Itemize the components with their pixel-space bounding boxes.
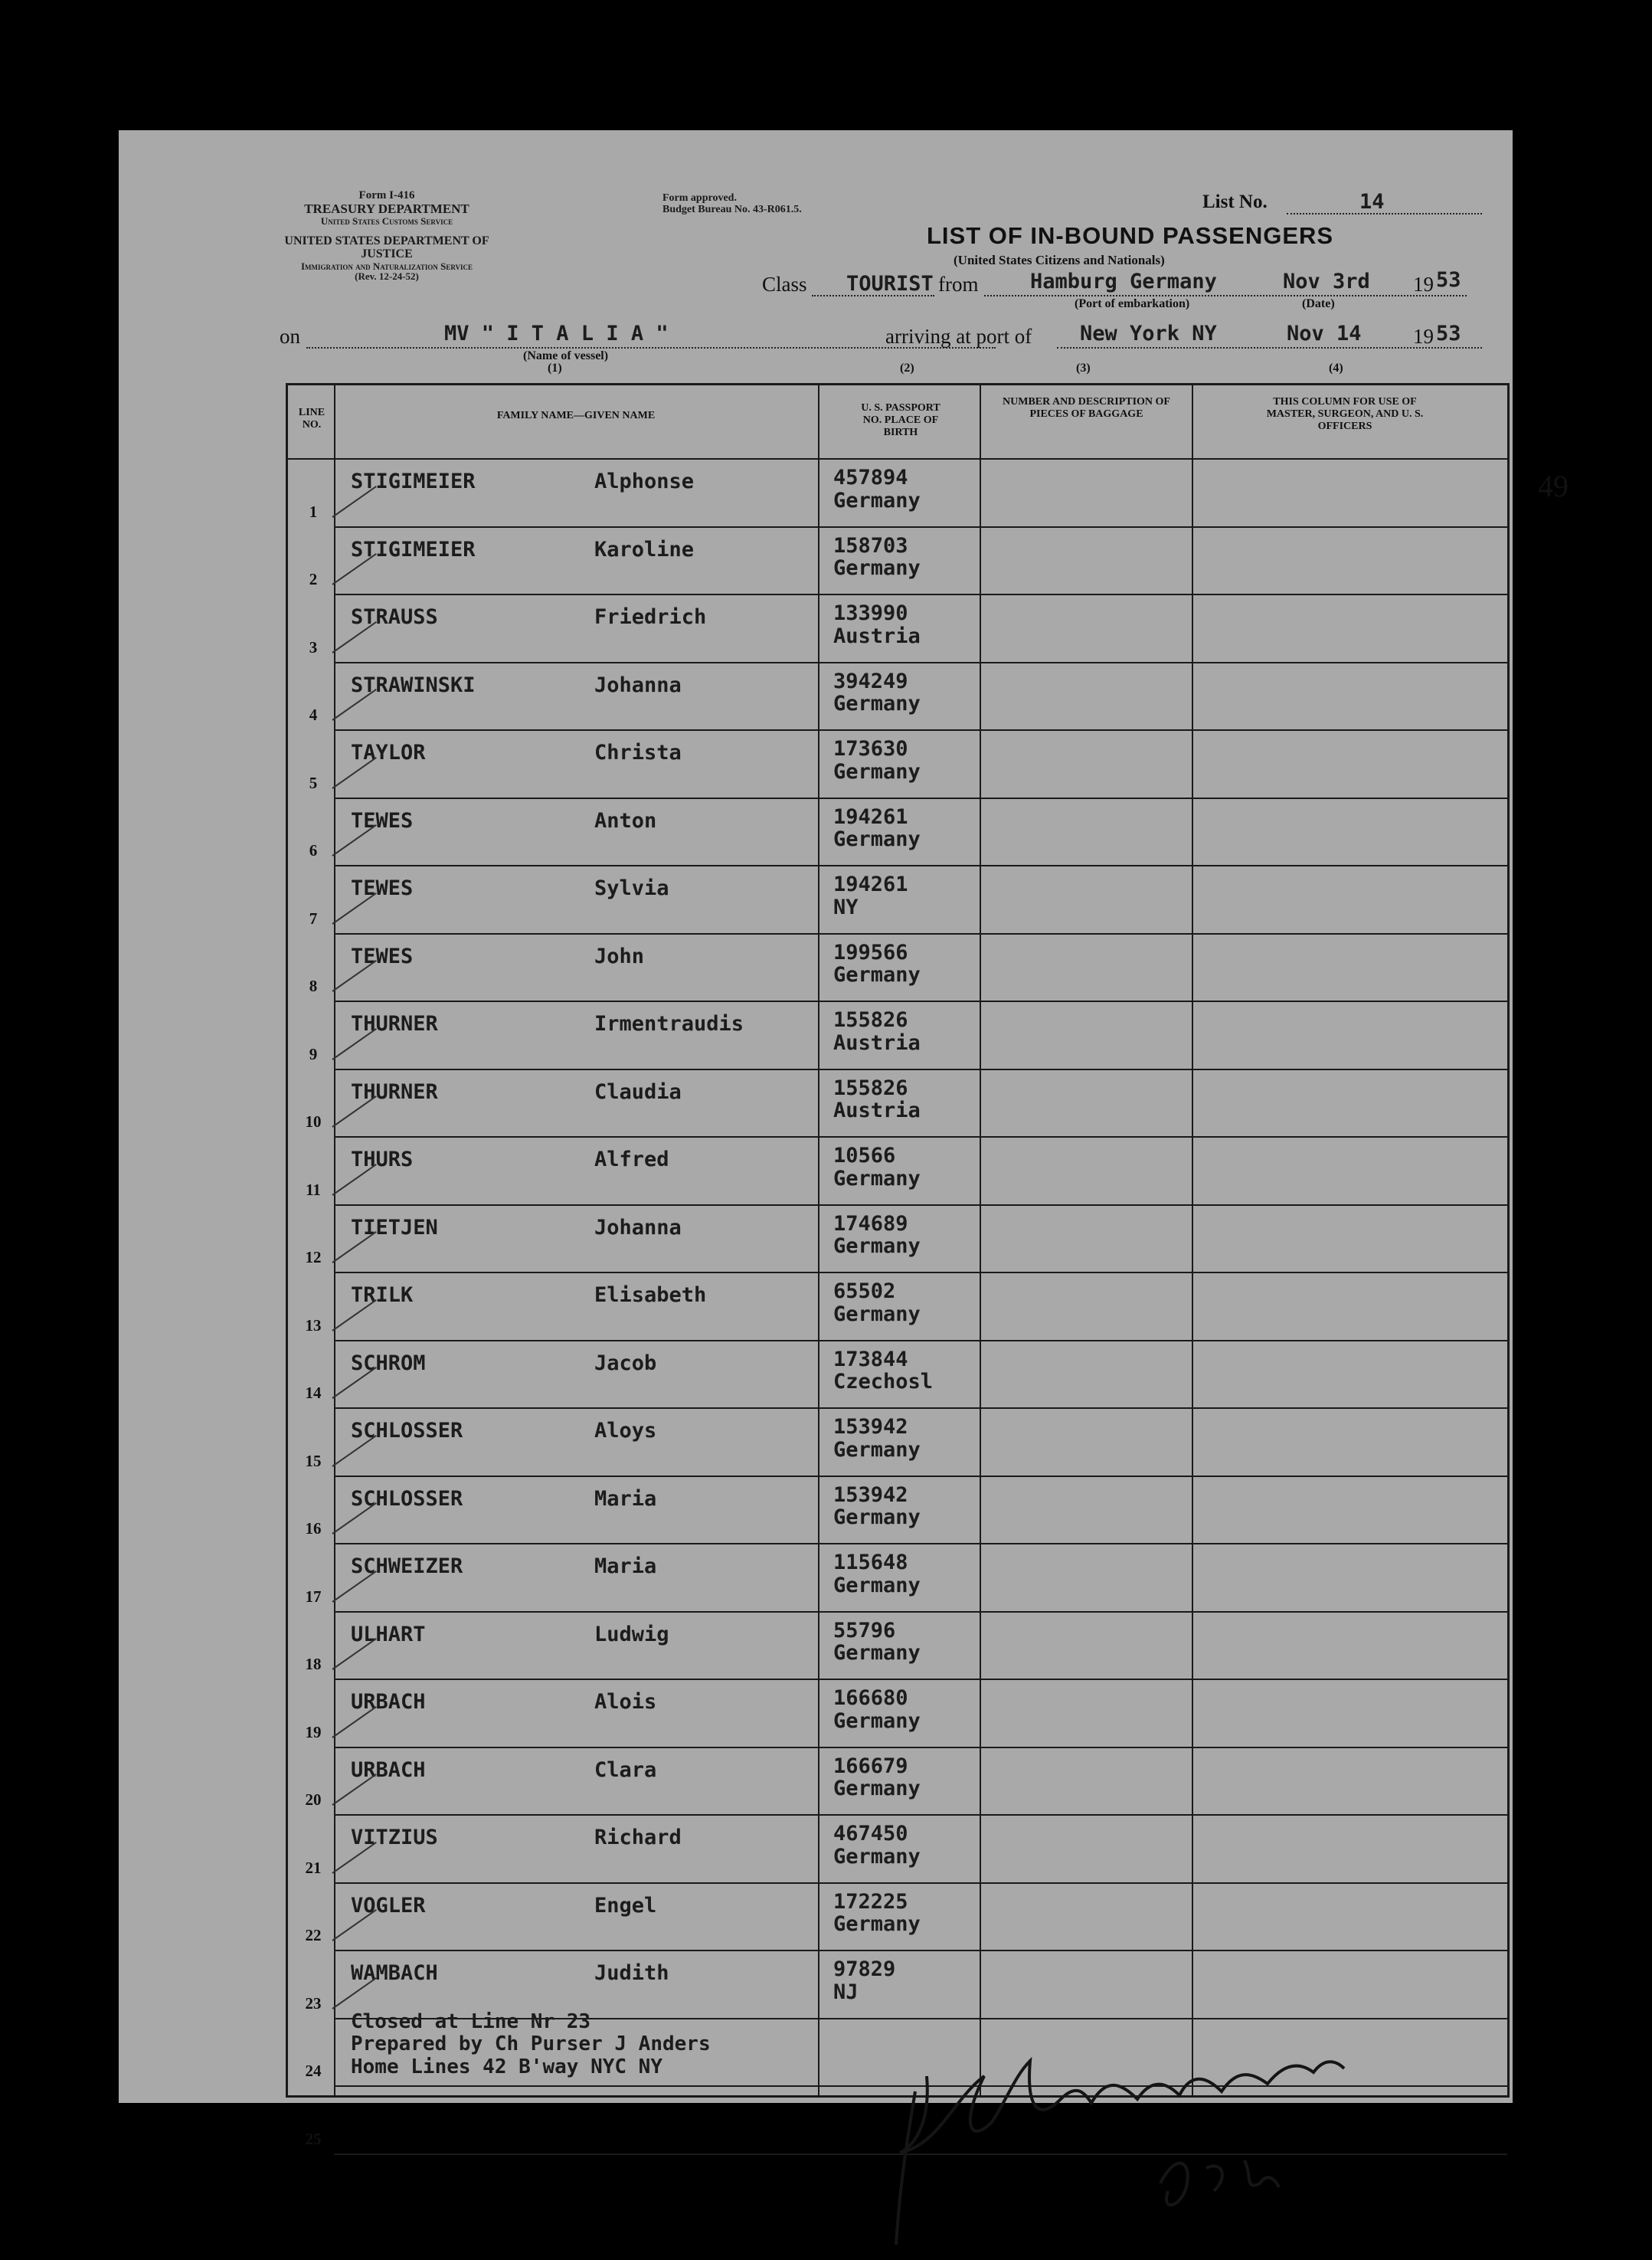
passport-number: 173630	[833, 737, 908, 761]
line-number: 2	[309, 570, 318, 588]
justice-dept: UNITED STATES DEPARTMENT OF JUSTICE	[284, 234, 489, 260]
header-name: FAMILY NAME—GIVEN NAME	[496, 410, 656, 421]
given-name: Richard	[594, 1826, 682, 1849]
passport-cell	[833, 670, 921, 716]
customs-service: United States Customs Service	[320, 215, 453, 227]
family-name: STRAUSS	[351, 605, 438, 629]
passport-number: 55796	[833, 1618, 896, 1643]
family-name: ULHART	[351, 1622, 426, 1646]
given-name: Johanna	[594, 1215, 682, 1240]
place-of-birth: Germany	[833, 1777, 921, 1801]
family-name: STIGIMEIER	[351, 470, 476, 493]
passport-cell	[833, 1551, 921, 1597]
passport-cell	[833, 1213, 921, 1258]
table-row	[288, 594, 1507, 663]
place-of-birth: Germany	[833, 1708, 921, 1733]
given-name: Irmentraudis	[594, 1012, 744, 1036]
table-row	[288, 934, 1507, 1002]
line-number: 11	[306, 1180, 321, 1199]
form-subtitle: (United States Citizens and Nationals)	[954, 253, 1165, 267]
family-name: URBACH	[351, 1757, 426, 1782]
given-name: Friedrich	[594, 605, 707, 629]
place-of-birth: Germany	[833, 1641, 921, 1666]
vessel-caption: (Name of vessel)	[523, 349, 609, 362]
closing-line: Home Lines 42 B'way NYC NY	[351, 2055, 662, 2079]
place-of-birth: NY	[833, 895, 859, 919]
justice-block	[272, 235, 502, 282]
passport-cell	[833, 1009, 921, 1054]
passport-cell	[833, 1891, 921, 1936]
form-number: Form I-416	[358, 189, 415, 201]
place-of-birth: Germany	[833, 488, 921, 513]
family-name: TEWES	[351, 876, 414, 900]
table-row	[288, 1069, 1507, 1138]
form-approved: Form approved.	[662, 192, 737, 204]
line-number: 4	[309, 706, 318, 724]
revision: (Rev. 12-24-52)	[355, 270, 419, 283]
from-label: from	[938, 273, 979, 296]
given-name: Clara	[594, 1757, 657, 1782]
table-row	[288, 1408, 1507, 1476]
passport-cell	[833, 535, 921, 580]
given-name: Elisabeth	[594, 1283, 707, 1307]
place-of-birth: Germany	[833, 556, 921, 581]
passport-cell	[833, 873, 908, 919]
line-number: 18	[305, 1655, 322, 1673]
arrival-port: New York NY	[1080, 322, 1217, 346]
place-of-birth: Germany	[833, 1234, 921, 1259]
family-name: STRAWINSKI	[351, 673, 476, 697]
passport-number: 133990	[833, 601, 908, 625]
passport-number: 394249	[833, 669, 908, 693]
given-name: Karoline	[594, 537, 695, 562]
family-name: TAYLOR	[351, 741, 426, 765]
family-name: THURNER	[351, 1012, 438, 1036]
passport-cell	[833, 1348, 933, 1394]
table-row	[288, 1950, 1507, 2019]
table-row	[288, 1272, 1507, 1341]
table-row	[288, 1747, 1507, 1816]
passport-cell	[833, 1416, 921, 1461]
passport-number: 115648	[833, 1551, 908, 1574]
given-name: Maria	[594, 1486, 657, 1511]
place-of-birth: Germany	[833, 1912, 921, 1937]
vessel-name: MV " I T A L I A "	[444, 322, 669, 346]
place-of-birth: Germany	[833, 963, 921, 988]
table-row	[288, 1612, 1507, 1680]
family-name: THURNER	[351, 1079, 438, 1104]
place-of-birth: Germany	[833, 1166, 921, 1191]
arriving-label: arriving at port of	[885, 325, 1032, 348]
place-of-birth: Czechosl	[833, 1370, 934, 1394]
passport-cell	[833, 1620, 921, 1665]
place-of-birth: Germany	[833, 759, 921, 784]
given-name: Engel	[594, 1893, 657, 1918]
port-caption: (Port of embarkation)	[1075, 297, 1190, 310]
place-of-birth: Austria	[833, 624, 921, 648]
given-name: Alphonse	[594, 470, 695, 493]
on-label: on	[280, 325, 300, 348]
passport-number: 194261	[833, 804, 908, 829]
approval-block	[662, 193, 802, 215]
arrival-date: Nov 14	[1287, 322, 1362, 346]
family-name: TEWES	[351, 944, 414, 968]
line-number: 3	[309, 637, 318, 657]
given-name: Aloys	[594, 1419, 657, 1443]
passport-number: 467450	[833, 1822, 908, 1846]
arrival-year: 53	[1436, 322, 1461, 346]
given-name: Alois	[594, 1690, 657, 1714]
closing-note	[351, 2011, 711, 2080]
header-officers: THIS COLUMN FOR USE OF MASTER, SURGEON, AND U. S. OFFICERS	[1266, 396, 1424, 433]
line-number: 15	[305, 1451, 322, 1470]
given-name: Sylvia	[594, 876, 669, 900]
given-name: Maria	[594, 1554, 657, 1578]
given-name: John	[594, 944, 645, 968]
passport-cell	[833, 1077, 921, 1122]
table-row	[288, 1815, 1507, 1883]
line-number: 6	[309, 841, 318, 860]
passport-number: 194261	[833, 873, 908, 896]
passport-number: 166679	[833, 1754, 908, 1778]
table-row	[288, 1679, 1507, 1747]
agency-block	[272, 190, 502, 226]
given-name: Jacob	[594, 1351, 657, 1375]
family-name: THURS	[351, 1148, 414, 1171]
family-name: SCHLOSSER	[351, 1486, 463, 1511]
passport-number: 155826	[833, 1076, 908, 1100]
passport-cell	[833, 1687, 921, 1732]
class-label: Class	[762, 273, 807, 296]
given-name: Anton	[594, 808, 657, 833]
line-number: 21	[305, 1858, 322, 1877]
family-name: VITZIUS	[351, 1826, 438, 1849]
table-row	[288, 730, 1507, 798]
officer-mark: 49	[1538, 469, 1569, 503]
line-number: 8	[309, 977, 318, 995]
passenger-table	[286, 383, 1569, 2148]
given-name: Claudia	[594, 1079, 682, 1104]
line-number: 25	[305, 2129, 322, 2148]
family-name: SCHLOSSER	[351, 1419, 463, 1443]
place-of-birth: Germany	[833, 1302, 921, 1326]
passport-cell	[833, 738, 921, 783]
family-name: TRILK	[351, 1283, 414, 1307]
place-of-birth: Germany	[833, 692, 921, 716]
col-caption-4: (4)	[1329, 362, 1343, 375]
table-row	[288, 459, 1507, 527]
passport-number: 153942	[833, 1482, 908, 1507]
family-name: SCHROM	[351, 1351, 426, 1375]
passport-cell	[833, 602, 921, 647]
table-row	[288, 1883, 1507, 1951]
passport-number: 457894	[833, 466, 908, 490]
given-name: Christa	[594, 741, 682, 765]
passport-number: 10566	[833, 1144, 896, 1168]
passport-cell	[833, 1145, 921, 1190]
signature	[885, 2030, 1421, 2260]
line-number: 20	[305, 1790, 322, 1809]
line-number: 10	[305, 1112, 322, 1131]
embarkation-date: Nov 3rd	[1283, 270, 1370, 293]
treasury-dept: TREASURY DEPARTMENT	[304, 201, 469, 216]
passport-number: 166680	[833, 1686, 908, 1710]
given-name: Alfred	[594, 1148, 669, 1171]
place-of-birth: Germany	[833, 1573, 921, 1597]
passport-cell	[833, 467, 921, 512]
passport-number: 174689	[833, 1211, 908, 1236]
passport-number: 153942	[833, 1415, 908, 1439]
line-number: 9	[309, 1044, 318, 1063]
list-no-label: List No.	[1202, 192, 1268, 212]
line-number: 5	[309, 773, 318, 792]
ins-service: Immigration and Naturalization Service	[300, 260, 473, 272]
place-of-birth: Germany	[833, 827, 921, 852]
year-value: 53	[1436, 268, 1461, 292]
table-row	[288, 1137, 1507, 1205]
passport-cell	[833, 1484, 921, 1529]
place-of-birth: NJ	[833, 1980, 859, 2004]
header-passport: U. S. PASSPORT NO. PLACE OF BIRTH	[861, 402, 940, 439]
budget-bureau: Budget Bureau No. 43-R061.5.	[662, 203, 802, 215]
family-name: URBACH	[351, 1690, 426, 1714]
place-of-birth: Germany	[833, 1844, 921, 1869]
given-name: Judith	[594, 1961, 669, 1985]
closing-line: Prepared by Ch Purser J Anders	[351, 2032, 711, 2056]
passport-cell	[833, 806, 921, 851]
line-number: 12	[305, 1248, 322, 1266]
line-number: 13	[305, 1315, 322, 1335]
closing-line: Closed at Line Nr 23	[351, 2009, 591, 2033]
passport-cell	[833, 1823, 921, 1868]
table-row	[288, 1476, 1507, 1544]
table-row	[288, 1205, 1507, 1273]
line-number: 23	[305, 1993, 322, 2013]
year-prefix: 19	[1413, 273, 1434, 296]
class-value: TOURIST	[846, 272, 934, 296]
passport-cell	[833, 942, 921, 987]
family-name: SCHWEIZER	[351, 1554, 463, 1578]
arrival-year-prefix: 19	[1413, 325, 1434, 348]
list-no-value: 14	[1359, 190, 1385, 214]
form-page	[119, 130, 1569, 2148]
table-row	[288, 1001, 1507, 1069]
table-row	[288, 1544, 1507, 1612]
from-line	[984, 295, 1467, 296]
passport-number: 158703	[833, 533, 908, 558]
family-name: TEWES	[351, 808, 414, 833]
line-number: 22	[305, 1926, 322, 1944]
line-number: 7	[309, 909, 318, 928]
table-row	[288, 866, 1507, 934]
passport-number: 199566	[833, 940, 908, 965]
place-of-birth: Germany	[833, 1505, 921, 1530]
line-number: 19	[305, 1722, 322, 1741]
passport-number: 155826	[833, 1008, 908, 1032]
embarkation-port: Hamburg Germany	[1030, 270, 1217, 293]
line-number: 1	[309, 502, 318, 521]
passport-number: 65502	[833, 1279, 896, 1303]
line-number: 14	[305, 1384, 322, 1402]
given-name: Johanna	[594, 673, 682, 697]
col-caption-1: (1)	[548, 362, 562, 375]
header-line-no: LINE NO.	[298, 407, 325, 431]
family-name: TIETJEN	[351, 1215, 438, 1240]
table-row	[288, 663, 1507, 731]
header-baggage: NUMBER AND DESCRIPTION OF PIECES OF BAGGAGE	[1003, 396, 1170, 421]
date-caption: (Date)	[1302, 297, 1335, 310]
passport-number: 172225	[833, 1889, 908, 1914]
col-caption-2: (2)	[900, 362, 914, 375]
form-title: LIST OF IN-BOUND PASSENGERS	[927, 222, 1334, 249]
passport-number: 97829	[833, 1957, 896, 1981]
table-row	[288, 798, 1507, 866]
line-number: 16	[305, 1519, 322, 1538]
line-number: 24	[305, 2062, 322, 2080]
family-name: STIGIMEIER	[351, 537, 476, 562]
passport-cell	[833, 1958, 895, 2003]
passport-cell	[833, 1755, 921, 1800]
passport-cell	[833, 1280, 921, 1325]
line-number: 17	[305, 1587, 322, 1606]
passport-number: 173844	[833, 1347, 908, 1371]
table-row	[288, 527, 1507, 595]
place-of-birth: Germany	[833, 1437, 921, 1462]
place-of-birth: Austria	[833, 1099, 921, 1123]
col-caption-3: (3)	[1076, 362, 1091, 375]
table-row	[288, 1341, 1507, 1409]
place-of-birth: Austria	[833, 1030, 921, 1055]
given-name: Ludwig	[594, 1622, 669, 1646]
family-name: VOGLER	[351, 1893, 426, 1918]
family-name: WAMBACH	[351, 1961, 438, 1985]
